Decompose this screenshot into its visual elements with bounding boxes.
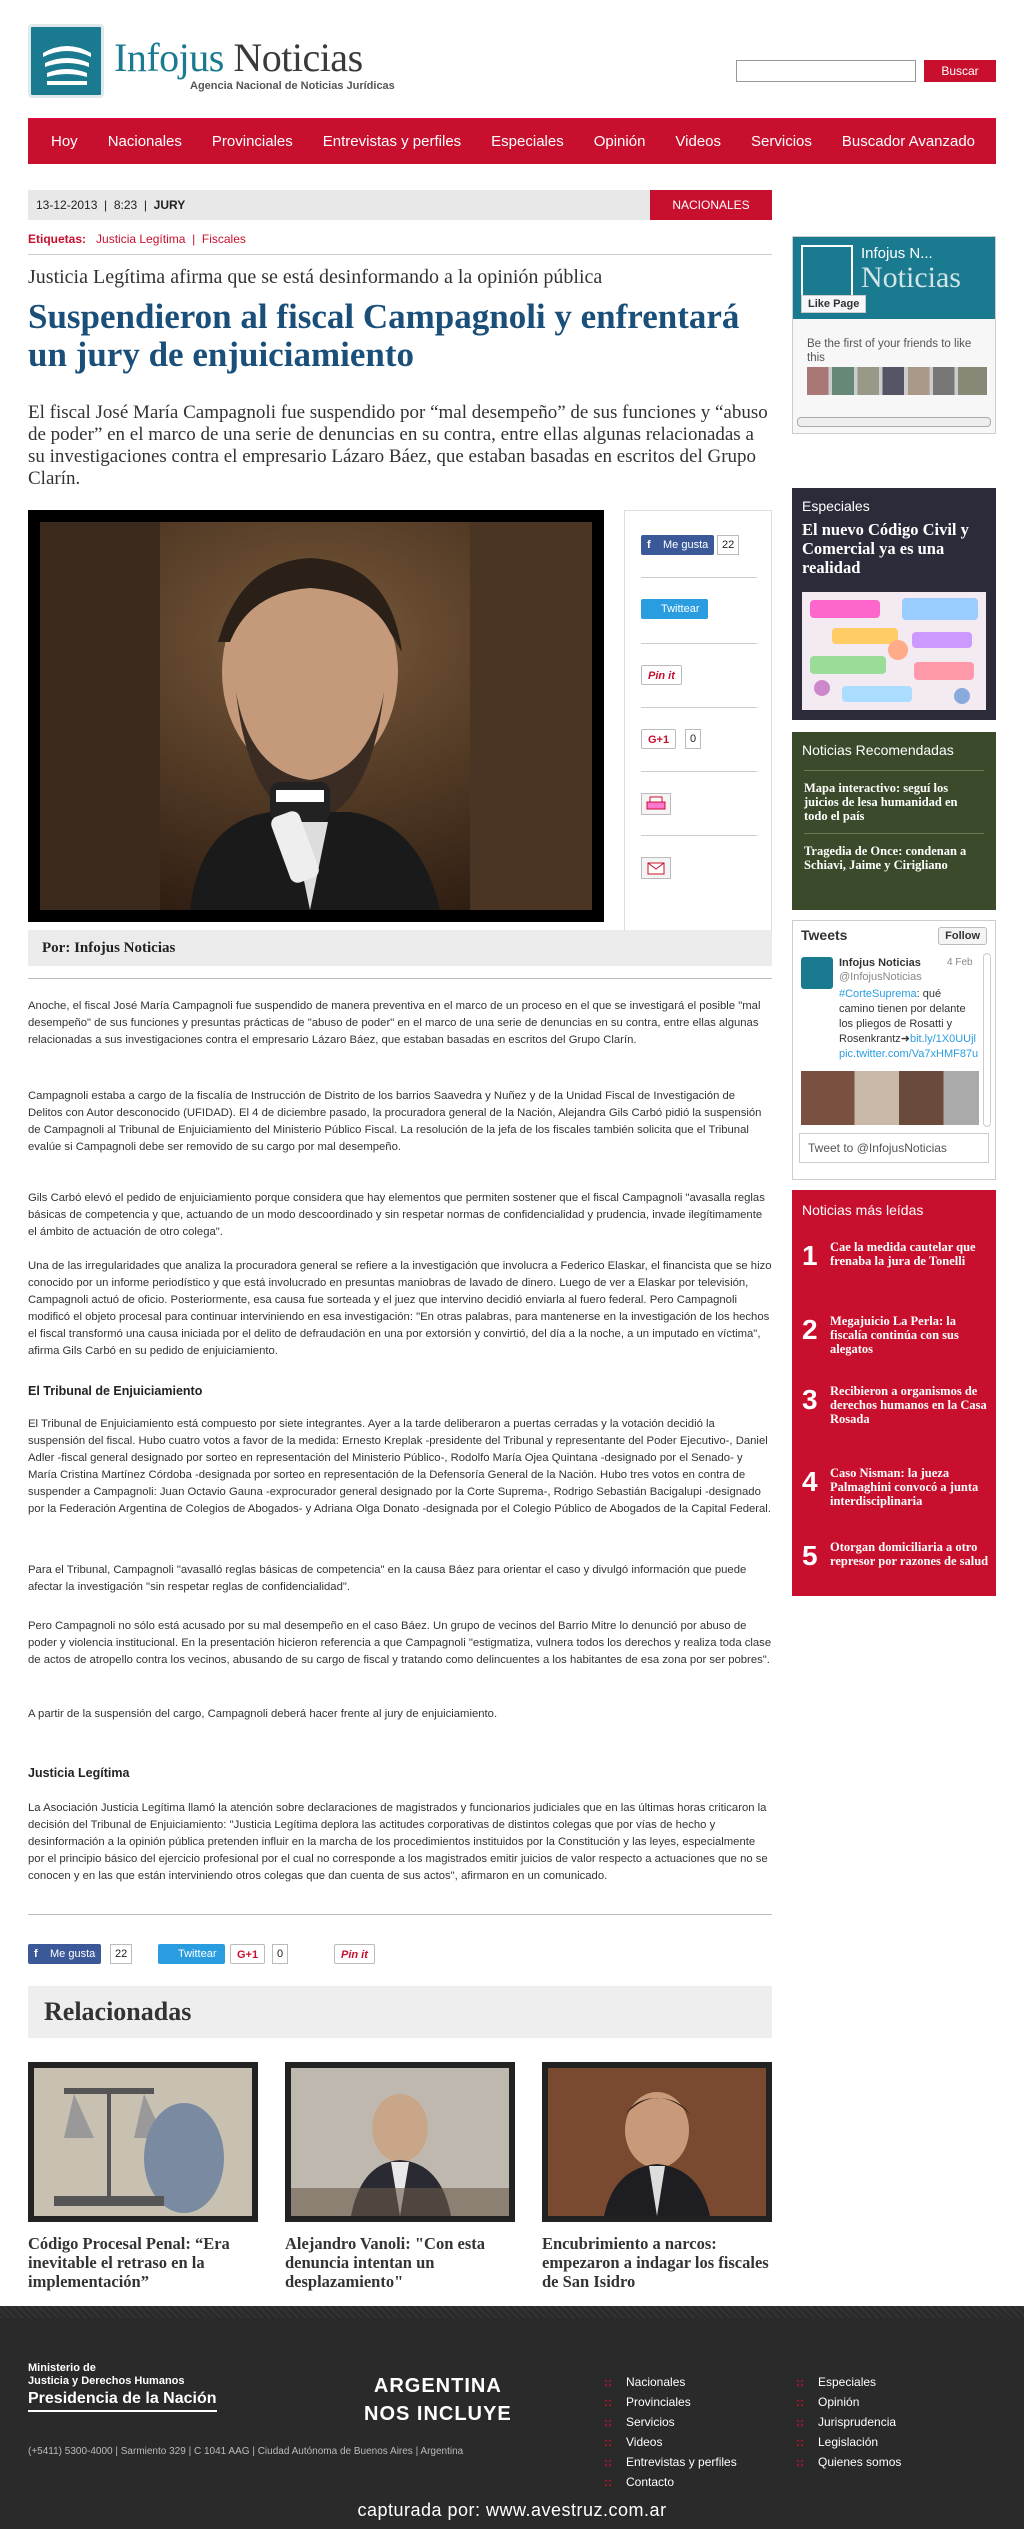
article-tag-word: JURY [153, 198, 186, 212]
footer-link[interactable]: :: Servicios [604, 2412, 737, 2432]
divider [28, 1914, 772, 1915]
nav-item-hoy[interactable]: Hoy [51, 133, 78, 150]
most-read-number: 5 [802, 1540, 818, 1571]
body-paragraph: Campagnoli estaba a cargo de la fiscalía de Instrucción de Distrito de los barrios Saavedra y Nuñez y de la Unidad Fiscal de Investigación de Delitos con Autor desconocido (UFIDAD). El 4 de diciembre pasado, la procuradora general de la Nación, Alejandra Gils Carbó pidió la suspensión de Campagnoli al Tribunal de Enjuiciamiento del Ministerio Público Fiscal. La resolución de la jefa de los fiscales también solicita que el Tribunal evalúe si Campagnoli debe ser removido de su cargo por mal desempeño. [28, 1090, 762, 1153]
related-heading: Relacionadas [28, 1986, 772, 2038]
tweet-reply-input[interactable]: Tweet to @InfojusNoticias [799, 1133, 989, 1163]
twitter-follow-button[interactable]: Follow [938, 927, 987, 945]
article-infobar: 13-12-2013 | 8:23 | JURY [28, 190, 772, 220]
article-date: 13-12-2013 [36, 198, 98, 212]
google-plus-count: 0 [272, 1944, 288, 1964]
most-read-title[interactable]: Megajuicio La Perla: la fiscalía continúa con sus alegatos [830, 1314, 959, 1356]
related-image[interactable] [28, 2062, 258, 2222]
email-icon[interactable] [641, 857, 671, 879]
facebook-like-count: 22 [110, 1944, 132, 1964]
most-read-heading: Noticias más leídas [802, 1202, 924, 1218]
site-logo-text[interactable] [114, 34, 363, 81]
tweet-date[interactable]: 4 Feb [947, 957, 973, 968]
body-paragraph: La Asociación Justicia Legítima llamó la atención sobre declaraciones de magistrados y funcionarios judiciales que en las últimas horas criticaron la decisión del Tribunal de Enjuiciamiento: "Justicia Legítima deplora las actitudes corporativas de distintos colegas que por vías de hecho y desinformación a la opinión pública pretenden influir en la marcha de los procedimientos instituidos por la Constitución y las leyes, especialmente por el principio básico del ejercicio profesional por el cual no corresponde a los magistrados emitir juicios de valor respecto a actuaciones que no se conocen y en las que están interviniendo otros colegas que dan cuenta de sus actos", afirmaron en un comunicado. [28, 1802, 768, 1882]
footer-presidencia[interactable]: Presidencia de la Nación [28, 2390, 217, 2412]
logo-icon[interactable] [28, 24, 104, 98]
related-item[interactable] [542, 2062, 772, 2291]
most-read-number: 1 [802, 1240, 818, 1271]
print-icon[interactable] [641, 793, 671, 815]
logo-subtitle: Agencia Nacional de Noticias Jurídicas [190, 80, 395, 92]
footer-link[interactable]: :: Legislación [796, 2432, 901, 2452]
related-title[interactable]: Alejandro Vanoli: "Con esta denuncia intentan un desplazamiento" [285, 2234, 486, 2291]
especiales-heading: Especiales [802, 498, 870, 514]
article-byline: Por: Infojus Noticias [28, 930, 772, 966]
search-button[interactable]: Buscar [924, 60, 996, 82]
footer-link[interactable]: :: Opinión [796, 2392, 901, 2412]
video-player[interactable] [28, 510, 604, 922]
facebook-friends-thumbs [807, 367, 987, 395]
tag-link-justicia[interactable]: Justicia Legítima [96, 232, 186, 246]
vertical-scrollbar[interactable] [983, 953, 991, 1127]
recommended-item[interactable]: Tragedia de Once: condenan a Schiavi, Jaime y Cirigliano [804, 844, 967, 872]
recommended-heading: Noticias Recomendadas [802, 742, 954, 758]
footer-address: (+5411) 5300-4000 | Sarmiento 329 | C 1041 AAG | Ciudad Autónoma de Buenos Aires | Argentina [28, 2446, 464, 2457]
footer-link[interactable]: :: Jurisprudencia [796, 2412, 901, 2432]
facebook-page-widget [792, 236, 996, 434]
share-panel [624, 510, 772, 966]
nav-item-servicios[interactable]: Servicios [751, 133, 812, 150]
facebook-cover[interactable] [793, 237, 995, 319]
most-read-title[interactable]: Otorgan domiciliaria a otro represor por razones de salud [830, 1540, 989, 1568]
pinterest-button[interactable]: Pin it [641, 665, 682, 685]
facebook-like-count: 22 [717, 535, 739, 555]
tweet-author-name[interactable]: Infojus Noticias [839, 957, 921, 969]
footer-ministerio[interactable] [28, 2362, 185, 2388]
most-read-number: 2 [802, 1314, 818, 1345]
facebook-like-button[interactable]: f Me gusta [28, 1944, 101, 1964]
related-image[interactable] [285, 2062, 515, 2222]
facebook-page-avatar[interactable] [801, 245, 853, 297]
tweet-avatar[interactable] [801, 957, 833, 989]
google-plus-button[interactable]: G+1 [641, 729, 676, 749]
footer-link[interactable]: :: Entrevistas y perfiles [604, 2452, 737, 2472]
divider [641, 835, 757, 836]
nav-item-provinciales[interactable]: Provinciales [211, 133, 293, 150]
most-read-number: 3 [802, 1384, 818, 1415]
tag-link-fiscales[interactable]: Fiscales [201, 232, 246, 246]
related-item[interactable] [285, 2062, 515, 2291]
most-read-number: 4 [802, 1466, 818, 1497]
horizontal-scrollbar[interactable] [797, 417, 991, 427]
body-paragraph: Gils Carbó elevó el pedido de enjuiciamiento porque considera que hay elementos que permiten sostener que el fiscal Campagnoli "avasalla reglas básicas de competencia y que, actuando de un modo descoordinado y sin respetar normas de confidencialidad y prudencia, invade ilegítimamente el ámbito de actuación de otro colega". [28, 1192, 765, 1238]
nav-item-entrevistas[interactable]: Entrevistas y perfiles [322, 133, 462, 150]
footer-link[interactable]: :: Nacionales [604, 2372, 737, 2392]
body-paragraph: A partir de la suspensión del cargo, Campagnoli deberá hacer frente al jury de enjuiciamiento. [28, 1708, 498, 1720]
body-paragraph: Para el Tribunal, Campagnoli "avasalló reglas básicas de competencia" en la causa Báez para orientar el caso y divulgó información que puede afectar la investigación "sin respetar reglas de confidencialidad". [28, 1564, 747, 1593]
body-paragraph: Anoche, el fiscal José María Campagnoli fue suspendido de manera preventiva en el marco de un proceso en el que se investigará el posible "mal desempeño" de sus funciones y presuntas prácticas de "abuso de poder" en el marco de una serie de denuncias en su contra, entre ellas algunas relacionadas a sus investigaciones contra el empresario Lázaro Báez, que estaban basadas en escritos del Grupo Clarín. [28, 1000, 761, 1046]
footer-links-col1 [604, 2372, 737, 2492]
video-frame-image [40, 522, 592, 910]
recommended-box [792, 732, 996, 910]
footer-ministerio-line2: Justicia y Derechos Humanos [28, 2375, 185, 2387]
especiales-image[interactable] [802, 592, 986, 710]
facebook-page-name[interactable]: Infojus N... [861, 245, 933, 262]
divider [28, 254, 772, 255]
body-subheading: Justicia Legítima [28, 1766, 130, 1780]
most-read-title[interactable]: Cae la medida cautelar que frenaba la jura de Tonelli [830, 1240, 976, 1268]
divider [641, 771, 757, 772]
footer-link[interactable]: :: Contacto [604, 2472, 737, 2492]
tags-label: Etiquetas: [28, 232, 87, 246]
twitter-tweet-button[interactable]: Twittear [641, 599, 708, 619]
nav-item-nacionales[interactable]: Nacionales [107, 133, 182, 150]
most-read-title[interactable]: Caso Nisman: la jueza Palmaghini convocó a junta interdisciplinaria [830, 1466, 979, 1508]
tweets-heading: Tweets [801, 927, 848, 943]
footer-link[interactable]: :: Videos [604, 2432, 737, 2452]
search-input[interactable] [736, 60, 916, 82]
article-time: 8:23 [113, 198, 138, 212]
article-kicker: Justicia Legítima afirma que se está desinformando a la opinión pública [28, 266, 603, 288]
tweet-link[interactable]: bit.ly/1X0UUjl [909, 1033, 976, 1045]
body-paragraph: El Tribunal de Enjuiciamiento está compuesto por siete integrantes. Ayer a la tarde deliberaron a puertas cerradas y la votación decidió la suspensión del fiscal. Hubo cuatro votos a favor de la medida: Ernesto Kreplak -presidente del Tribunal y representante del Poder Ejecutivo-, Daniel Adler -fiscal general designado por sorteo en representación del Ministerio Público-, Rodolfo María Ojea Quintana -designado por el Senado- y María Cristina Martínez Córdoba -designada por sorteo en representación de la Defensoría General de la Nación. Hubo tres votos en contra de suspender a Campagnoli: Juan Octavio Gauna -exprocurador general designado por la Corte Suprema-, Rodrigo Sebastián Bacigalupi -designado por la Federación Argentina de Colegios de Abogados- y Adriana Olga Donato -designada por el Colegio Público de Abogados de la Capital Federal. [28, 1418, 771, 1515]
related-title[interactable]: Código Procesal Penal: “Era inevitable el retraso en la implementación” [28, 2234, 230, 2291]
footer-ministerio-line1: Ministerio de [28, 2362, 96, 2374]
divider [641, 707, 757, 708]
facebook-like-text: Be the first of your friends to like this [807, 338, 972, 364]
pinterest-button[interactable]: Pin it [334, 1944, 375, 1964]
section-badge[interactable]: NACIONALES [650, 190, 772, 220]
main-nav [28, 118, 996, 164]
facebook-page-subname: Noticias [861, 261, 961, 294]
related-title[interactable]: Encubrimiento a narcos: empezaron a indagar los fiscales de San Isidro [542, 2234, 769, 2291]
tags-row: Etiquetas: Justicia Legítima | Fiscales [28, 232, 246, 246]
logo-main: Infojus [114, 35, 224, 80]
footer-argentina-line1: ARGENTINA [373, 2375, 502, 2397]
nav-item-videos[interactable]: Videos [675, 133, 722, 150]
body-subheading: El Tribunal de Enjuiciamiento [28, 1384, 203, 1398]
especiales-box[interactable] [792, 488, 996, 720]
body-paragraph: Pero Campagnoli no sólo está acusado por su mal desempeño en el caso Báez. Un grupo de vecinos del Barrio Mitre lo denunció por abuso de poder y violencia institucional. En la presentación hicieron referencia a que Campagnoli "estigmatiza, vulnera todos los derechos y realiza toda clase de actos de atropello contra los vecinos, abusando de su cargo de fiscal y tratando como delincuentes a los habitantes de esa zona por ser pobres". [28, 1620, 772, 1666]
nav-item-buscador[interactable]: Buscador Avanzado [841, 133, 976, 150]
related-image[interactable] [542, 2062, 772, 2222]
tweet-image[interactable] [801, 1071, 979, 1125]
twitter-widget [792, 920, 996, 1180]
google-plus-button[interactable]: G+1 [230, 1944, 265, 1964]
especiales-title[interactable]: El nuevo Código Civil y Comercial ya es una realidad [802, 520, 969, 577]
body-paragraph: Una de las irregularidades que analiza la procuradora general se refiere a la investigación que involucra a Federico Elaskar, el financista que se hizo conocido por un informe periodístico y que está involucrado en presuntas maniobras de lavado de dinero. Luego de ver a Elaskar por televisión, Campagnoli actuó de oficio. Posteriormente, esa causa fue sorteada y el juez que intervino decidió enviarla al fuero federal. Pero Campagnoli modificó el objeto procesal para continuar interviniendo en esa investigación: "En otras palabras, para mantenerse en la investigación de los hechos el fiscal transformó una causa iniciada por el delito de defraudación en una por extorsión y convirtió, del día a la noche, a un imputado en víctima", afirma Gils Carbó en su pedido de enjuiciamiento. [28, 1260, 772, 1357]
facebook-like-button[interactable]: f Me gusta [641, 535, 714, 555]
facebook-like-page-button[interactable]: Like Page [801, 295, 866, 313]
divider [641, 643, 757, 644]
most-read-title[interactable]: Recibieron a organismos de derechos humanos en la Casa Rosada [830, 1384, 987, 1426]
google-plus-count: 0 [685, 729, 701, 749]
most-read-box [792, 1190, 996, 1596]
capture-credit: capturada por: www.avestruz.com.ar [357, 2500, 667, 2520]
recommended-item[interactable]: Mapa interactivo: seguí los juicios de lesa humanidad en todo el país [804, 781, 958, 823]
footer-links-col2 [796, 2372, 901, 2472]
divider [641, 577, 757, 578]
divider [804, 833, 984, 834]
nav-item-especiales[interactable]: Especiales [491, 133, 564, 150]
footer-argentina-line2: NOS INCLUYE [364, 2403, 512, 2425]
twitter-tweet-button[interactable]: Twittear [158, 1944, 225, 1964]
tweet-pic-link[interactable]: pic.twitter.com/Va7xHMF87u [839, 1048, 979, 1060]
tweet-author-handle[interactable]: @InfojusNoticias [839, 971, 922, 983]
nav-item-opinion[interactable]: Opinión [593, 133, 646, 150]
site-footer [0, 2306, 1024, 2529]
footer-link[interactable]: :: Provinciales [604, 2392, 737, 2412]
article-title: Suspendieron al fiscal Campagnoli y enfrentará un jury de enjuiciamiento [28, 297, 740, 374]
tweet-body: : qué camino tienen por delante los pliegos de Rosatti y Rosenkrantz➜ [839, 988, 966, 1045]
divider [804, 770, 984, 771]
site-header [28, 24, 996, 104]
related-item[interactable] [28, 2062, 258, 2291]
article-lead: El fiscal José María Campagnoli fue suspendido por “mal desempeño” de sus funciones y “abuso de poder” en el marco de una serie de denuncias en su contra, entre ellas algunas relacionadas a su investigaciones contra el empresario Lázaro Báez, que estaban basadas en escritos del Grupo Clarín. [28, 402, 768, 489]
logo-second: Noticias [233, 35, 363, 80]
footer-argentina-logo[interactable] [364, 2372, 512, 2428]
footer-link[interactable]: :: Quienes somos [796, 2452, 901, 2472]
footer-link[interactable]: :: Especiales [796, 2372, 901, 2392]
tweet-text [839, 987, 979, 1062]
tweet-hashtag[interactable]: #CorteSuprema [839, 988, 917, 1000]
divider [28, 978, 772, 979]
